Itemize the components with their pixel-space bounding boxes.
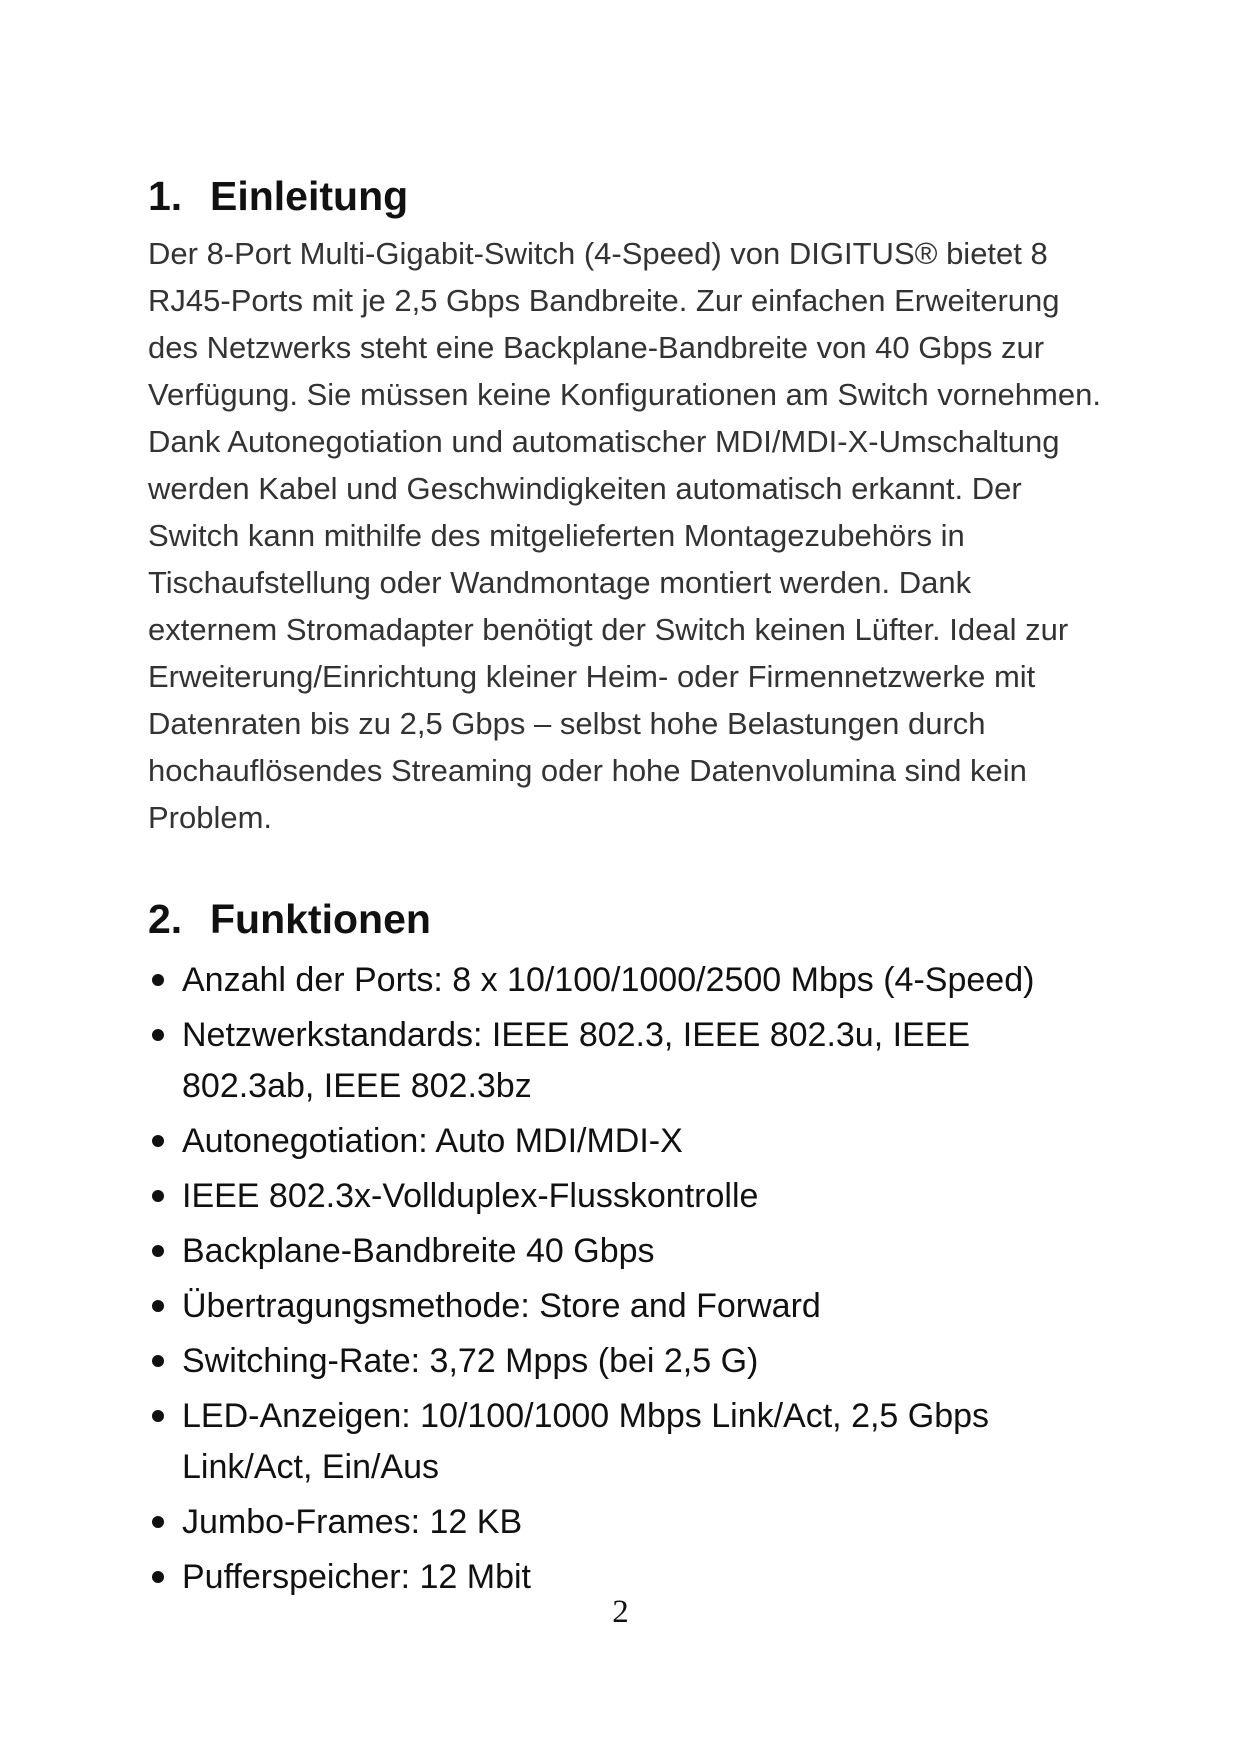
- feature-list: [148, 955, 1108, 1603]
- list-item: Backplane-Bandbreite 40 Gbps: [148, 1226, 1108, 1277]
- bullet-icon: [152, 1410, 164, 1422]
- list-item: Switching-Rate: 3,72 Mpps (bei 2,5 G): [148, 1336, 1108, 1387]
- section-functions: [148, 891, 1108, 1603]
- list-item: Pufferspeicher: 12 Mbit: [148, 1552, 1108, 1603]
- bullet-icon: [152, 1355, 164, 1367]
- introduction-paragraph: Der 8-Port Multi-Gigabit-Switch (4-Speed) von DIGITUS® bietet 8 RJ45-Ports mit je 2,5 Gbps Bandbreite. Zur einfachen Erweiterung des Netzwerks steht eine Backplane-Bandbreite von 40 Gbps zur Verfügung. Sie müssen keine Konfigurationen am Switch vornehmen. Dank Autonegotiation und automatischer MDI/MDI-X-Umschaltung werden Kabel und Geschwindigkeiten automatisch erkannt. Der Switch kann mithilfe des mitgelieferten Montagezubehörs in Tischaufstellung oder Wandmontage montiert werden. Dank externem Stromadapter benötigt der Switch keinen Lüfter. Ideal zur Erweiterung/Einrichtung kleiner Heim- oder Firmennetzwerke mit Datenraten bis zu 2,5 Gbps – selbst hohe Belastungen durch hochauflösendes Streaming oder hohe Datenvolumina sind kein Problem.: [148, 236, 1101, 835]
- bullet-icon: [152, 1245, 164, 1257]
- section-number: 1.: [148, 173, 183, 219]
- page-content: [148, 168, 1108, 1607]
- list-item: IEEE 802.3x-Vollduplex-Flusskontrolle: [148, 1171, 1108, 1222]
- list-item: Jumbo-Frames: 12 KB: [148, 1497, 1108, 1548]
- list-item: Netzwerkstandards: IEEE 802.3, IEEE 802.3u, IEEE 802.3ab, IEEE 802.3bz: [148, 1010, 1108, 1112]
- list-item: Autonegotiation: Auto MDI/MDI-X: [148, 1116, 1108, 1167]
- list-item: Übertragungsmethode: Store and Forward: [148, 1281, 1108, 1332]
- bullet-icon: [152, 1571, 164, 1583]
- list-item: LED-Anzeigen: 10/100/1000 Mbps Link/Act, 2,5 Gbps Link/Act, Ein/Aus: [148, 1391, 1108, 1493]
- section-title: Einleitung: [210, 173, 409, 219]
- section-title: Funktionen: [210, 896, 431, 942]
- section-number: 2.: [148, 896, 183, 942]
- section-heading-introduction: [148, 168, 1108, 224]
- bullet-icon: [152, 1135, 164, 1147]
- bullet-icon: [152, 1516, 164, 1528]
- bullet-icon: [152, 1190, 164, 1202]
- page-number: 2: [612, 1594, 629, 1630]
- bullet-icon: [152, 1029, 164, 1041]
- bullet-icon: [152, 1300, 164, 1312]
- list-item: Anzahl der Ports: 8 x 10/100/1000/2500 Mbps (4-Speed): [148, 955, 1108, 1006]
- section-heading-functions: [148, 891, 1108, 947]
- bullet-icon: [152, 974, 164, 986]
- section-introduction: [148, 168, 1108, 841]
